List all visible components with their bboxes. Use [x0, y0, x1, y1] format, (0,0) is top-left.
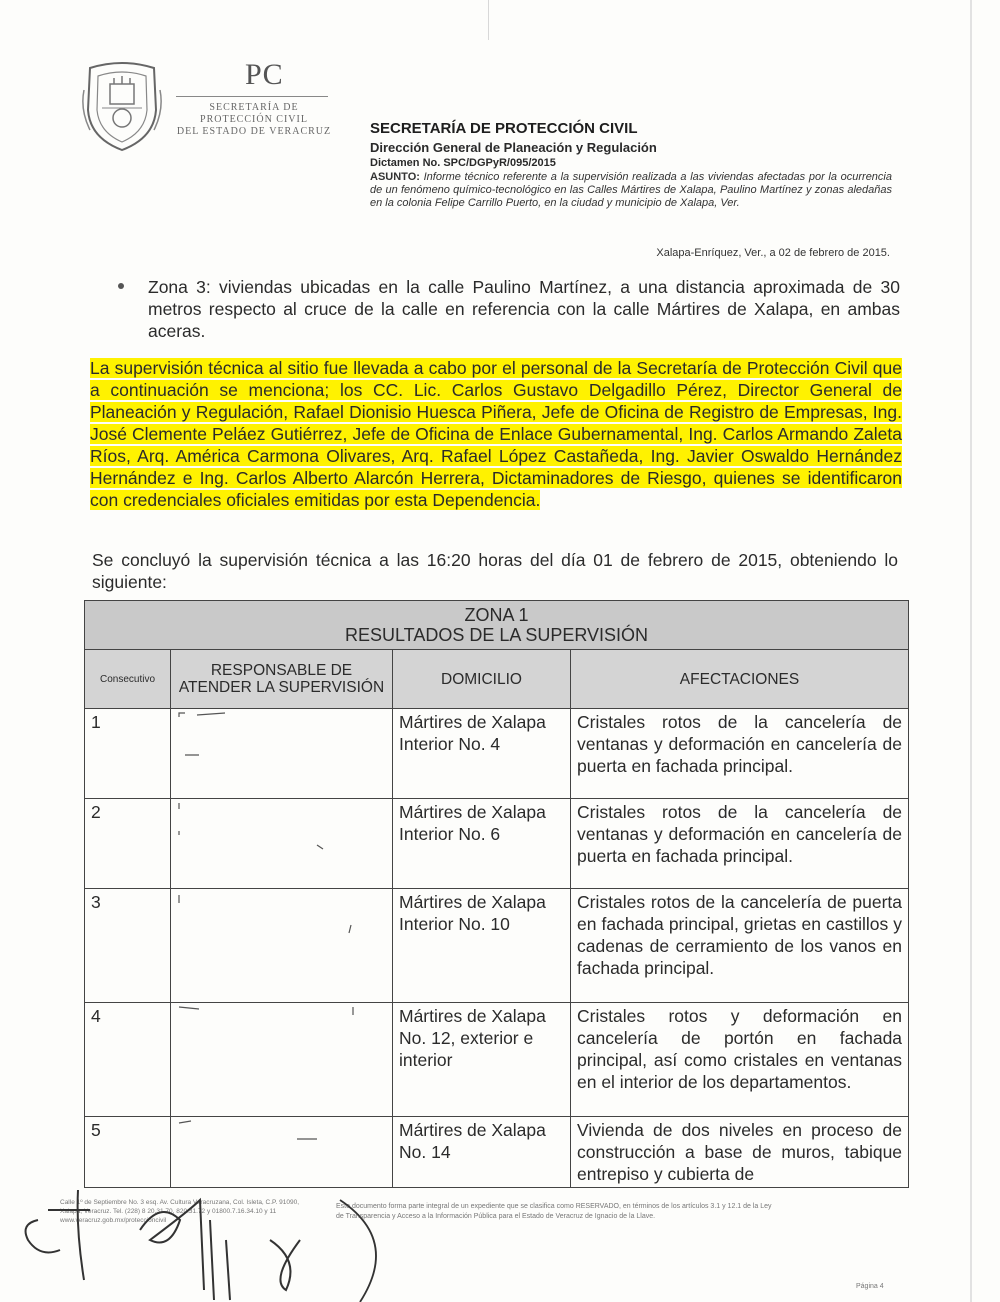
table-row [85, 1117, 909, 1188]
asunto-block [370, 171, 892, 210]
row-afectaciones: Vivienda de dos niveles en proceso de construcción a base de muros, tabique entrepiso y cubierta de [571, 1117, 909, 1188]
table-row [85, 709, 909, 799]
direccion-title: Dirección General de Planeación y Regulación [370, 140, 657, 155]
asunto-text: Informe técnico referente a la supervisión realizada a las viviendas afectadas por la ocurrencia de un fenómeno químico-tecnológico en las Calles Mártires de Xalapa, Paulino Martínez y zonas aledañas en la colonia Felipe Carrillo Puerto, en la ciudad y municipio de Xalapa, Ver. [370, 171, 892, 209]
row-number: 3 [85, 889, 171, 1003]
document-date: Xalapa-Enríquez, Ver., a 02 de febrero de 2015. [656, 247, 890, 259]
redacted-responsable [171, 1117, 393, 1188]
page-edge [970, 0, 972, 1302]
redaction-marks [177, 891, 377, 991]
row-afectaciones: Cristales rotos de la cancelería de puerta en fachada principal, grietas en castillos y cadenas de cerramiento de los vanos en fachada principal. [571, 889, 909, 1003]
redaction-marks [177, 801, 377, 881]
redaction-marks [177, 1119, 377, 1179]
bullet-icon [118, 283, 124, 289]
conclusion-paragraph: Se concluyó la supervisión técnica a las 16:20 horas del día 01 de febrero de 2015, obteniendo lo siguiente: [92, 550, 898, 592]
supervision-paragraph [90, 357, 902, 511]
row-domicilio: Mártires de Xalapa Interior No. 4 [393, 709, 571, 799]
header-consecutivo: Consecutivo [85, 650, 171, 709]
footer-notice: Este documento forma parte integral de un expediente que se clasifica como RESERVADO, en términos de los artículos 3.1 y 12.1 de la Ley de Transparencia y Acceso a la Información Pública para el Estado de Veracruz de Ignacio de la Llave. [336, 1203, 772, 1220]
redaction-marks [177, 711, 377, 791]
header-domicilio: DOMICILIO [393, 650, 571, 709]
row-domicilio: Mártires de Xalapa No. 12, exterior e interior [393, 1003, 571, 1117]
asunto-label: ASUNTO: [370, 171, 420, 183]
row-afectaciones: Cristales rotos de la cancelería de ventanas y deformación en cancelería de puerta en fachada principal. [571, 799, 909, 889]
secretaria-title: SECRETARÍA DE PROTECCIÓN CIVIL [370, 120, 638, 137]
table-row [85, 799, 909, 889]
row-domicilio: Mártires de Xalapa Interior No. 10 [393, 889, 571, 1003]
table-row [85, 1003, 909, 1117]
table-title: ZONA 1 RESULTADOS DE LA SUPERVISIÓN [85, 601, 909, 650]
row-domicilio: Mártires de Xalapa Interior No. 6 [393, 799, 571, 889]
redacted-responsable [171, 1003, 393, 1117]
highlighted-text: La supervisión técnica al sitio fue llevada a cabo por el personal de la Secretaría de Protección Civil que a continuación se menciona; los CC. Lic. Carlos Gustavo Delgadillo Pérez, Director General de Planeación y Regulación, Rafael Dionisio Huesca Piñera, Jefe de Oficina de Registro de Empresas, Ing. José Clemente Peláez Gutiérrez, Jefe de Oficina de Enlace Gubernamental, Ing. Carlos Armando Zaleta Ríos, Arq. América Carmona Olivares, Arq. Rafael López Castañeda, Ing. Javier Oswaldo Hernández Hernández e Ing. Carlos Alberto Alarcón Herrera, Dictaminadores de Riesgo, quienes se identificaron con credenciales oficiales emitidas por esta Dependencia. [90, 358, 902, 510]
row-number: 2 [85, 799, 171, 889]
header-responsable: RESPONSABLE DE ATENDER LA SUPERVISIÓN [171, 650, 393, 709]
row-number: 1 [85, 709, 171, 799]
zona3-paragraph: Zona 3: viviendas ubicadas en la calle Paulino Martínez, a una distancia aproximada de 30 metros respecto al cruce de la calle en referencia con la calle Mártires de Xalapa, en ambas aceras. [148, 277, 900, 341]
page-number: Página 4 [856, 1283, 884, 1290]
state-seal-icon [80, 60, 164, 152]
row-afectaciones: Cristales rotos y deformación en cancelería de portón en fachada principal, así como cristales en ventanas en el interior de los departamentos. [571, 1003, 909, 1117]
org-small-name: SECRETARÍA DE PROTECCIÓN CIVIL DEL ESTADO DE VERACRUZ [176, 102, 332, 137]
header-afectaciones: AFECTACIONES [571, 650, 909, 709]
results-table [84, 600, 909, 1188]
handwritten-signature [0, 1180, 1000, 1302]
footer-address: Calle 1º de Septiembre No. 3 esq. Av. Cultura Veracruzana, Col. Isleta, C.P. 91090, Xalapa, Veracruz. Tel. (228) 8 20.31.70, 820.31.72 y 01800.7.16.34.10 y 11 www.veracruz.gob.mx/proteccioncivil [60, 1199, 300, 1224]
redacted-responsable [171, 799, 393, 889]
dictamen-number: Dictamen No. SPC/DGPyR/095/2015 [370, 157, 556, 169]
logo-text: PC [245, 58, 284, 91]
row-number: 4 [85, 1003, 171, 1117]
table-row [85, 889, 909, 1003]
logo-divider [176, 96, 328, 97]
row-afectaciones: Cristales rotos de la cancelería de ventanas y deformación en cancelería de puerta en fachada principal. [571, 709, 909, 799]
table-title-row [85, 601, 909, 650]
row-number: 5 [85, 1117, 171, 1188]
fold-mark [488, 0, 489, 40]
row-domicilio: Mártires de Xalapa No. 14 [393, 1117, 571, 1188]
redaction-marks [177, 1005, 377, 1105]
table-header-row [85, 650, 909, 709]
redacted-responsable [171, 889, 393, 1003]
redacted-responsable [171, 709, 393, 799]
